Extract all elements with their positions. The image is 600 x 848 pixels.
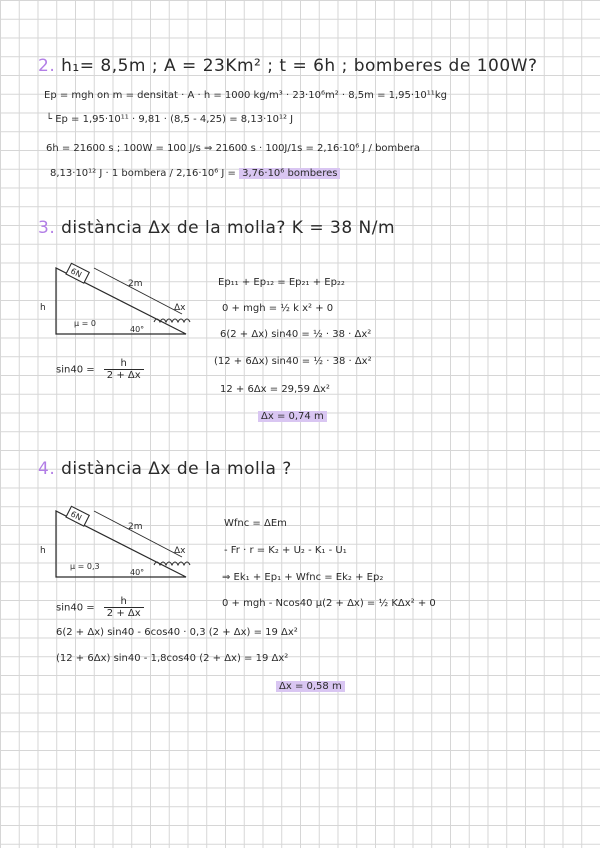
p4-eq-6: (12 + 6Δx) sin40 - 1,8cos40 (2 + Δx) = 19 Δx²	[56, 653, 289, 664]
p3-eq-5: 12 + 6Δx = 29,59 Δx²	[220, 384, 330, 395]
p3-eq-1: Ep₁₁ + Ep₁₂ = Ep₂₁ + Ep₂₂	[218, 277, 345, 288]
p3-result: Δx = 0,74 m	[258, 411, 327, 422]
problem-2-number: 2.	[38, 56, 56, 76]
p4-distance-line	[94, 511, 182, 557]
p3-eq-2: 0 + mgh = ½ k x² + 0	[222, 303, 334, 314]
p4-sin-num: h	[104, 596, 144, 608]
p4-angle-label: 40°	[130, 568, 145, 577]
p3-angle-label: 40°	[130, 325, 145, 334]
p4-mu-label: μ = 0,3	[70, 562, 100, 571]
p2-line-2: └ Ep = 1,95·10¹¹ · 9,81 · (8,5 - 4,25) = 8,13·10¹² J	[46, 114, 294, 125]
p2-result: 3,76·10⁶ bomberes	[239, 168, 340, 179]
p2-line-4	[50, 168, 340, 179]
p3-eq-3: 6(2 + Δx) sin40 = ½ · 38 · Δx²	[220, 329, 372, 340]
p4-h-label: h	[40, 546, 46, 556]
p4-dist-label: 2m	[128, 522, 143, 532]
p3-sin-label: sin40 =	[56, 364, 95, 376]
p3-eq-4: (12 + 6Δx) sin40 = ½ · 38 · Δx²	[214, 356, 372, 367]
problem-3-heading	[38, 218, 395, 238]
problem-2-heading	[38, 56, 538, 76]
problem-4-heading	[38, 459, 292, 479]
p4-sin-formula	[56, 596, 144, 619]
p3-distance-line	[94, 268, 182, 314]
p4-spring	[154, 562, 190, 565]
p3-sin-den: 2 + Δx	[106, 370, 141, 381]
problem-4-number: 4.	[38, 459, 56, 479]
p3-result-line	[258, 411, 327, 422]
p2-line-4-text: 8,13·10¹² J · 1 bombera / 2,16·10⁶ J =	[50, 168, 236, 179]
p4-eq-2: - Fr · r = K₂ + U₂ - K₁ - U₁	[224, 545, 347, 556]
p4-incline-figure	[36, 505, 206, 585]
p4-result-line	[276, 681, 345, 692]
p3-sin-num: h	[104, 358, 144, 370]
p4-sin-label: sin40 =	[56, 602, 95, 614]
p4-eq-3: ⇒ Ek₁ + Ep₁ + Wfnc = Ek₂ + Ep₂	[222, 572, 384, 583]
problem-4-title: distància Δx de la molla ?	[61, 459, 292, 479]
p4-eq-1: Wfnc = ΔEm	[224, 518, 287, 529]
p3-h-label: h	[40, 303, 46, 313]
problem-3-title: distància Δx de la molla? K = 38 N/m	[61, 218, 396, 238]
p3-sin-fraction	[104, 358, 144, 381]
p4-eq-4: 0 + mgh - Ncos40 μ(2 + Δx) = ½ KΔx² + 0	[222, 598, 436, 609]
p4-eq-5: 6(2 + Δx) sin40 - 6cos40 · 0,3 (2 + Δx) = 19 Δx²	[56, 627, 298, 638]
p2-line-3: 6h = 21600 s ; 100W = 100 J/s ⇒ 21600 s · 100J/1s = 2,16·10⁶ J / bombera	[46, 143, 421, 154]
p3-dist-label: 2m	[128, 279, 143, 289]
p3-sin-formula	[56, 358, 144, 381]
p3-incline-figure	[36, 262, 206, 342]
p3-weight: 6N	[69, 266, 84, 280]
p4-dx-label: Δx	[174, 546, 186, 556]
p3-spring	[154, 319, 190, 322]
p3-block	[66, 263, 89, 283]
p3-dx-label: Δx	[174, 303, 186, 313]
p4-weight: 6N	[69, 509, 84, 523]
p4-block	[66, 506, 89, 526]
problem-2-title: h₁= 8,5m ; A = 23Km² ; t = 6h ; bomberes de 100W?	[61, 56, 538, 76]
p4-sin-den: 2 + Δx	[106, 608, 141, 619]
p3-mu-label: μ = 0	[74, 319, 96, 328]
p4-result: Δx = 0,58 m	[276, 681, 345, 692]
problem-3-number: 3.	[38, 218, 56, 238]
p4-sin-fraction	[104, 596, 144, 619]
p2-line-1: Ep = mgh on m = densitat · A · h = 1000 kg/m³ · 23·10⁶m² · 8,5m = 1,95·10¹¹kg	[44, 90, 447, 101]
